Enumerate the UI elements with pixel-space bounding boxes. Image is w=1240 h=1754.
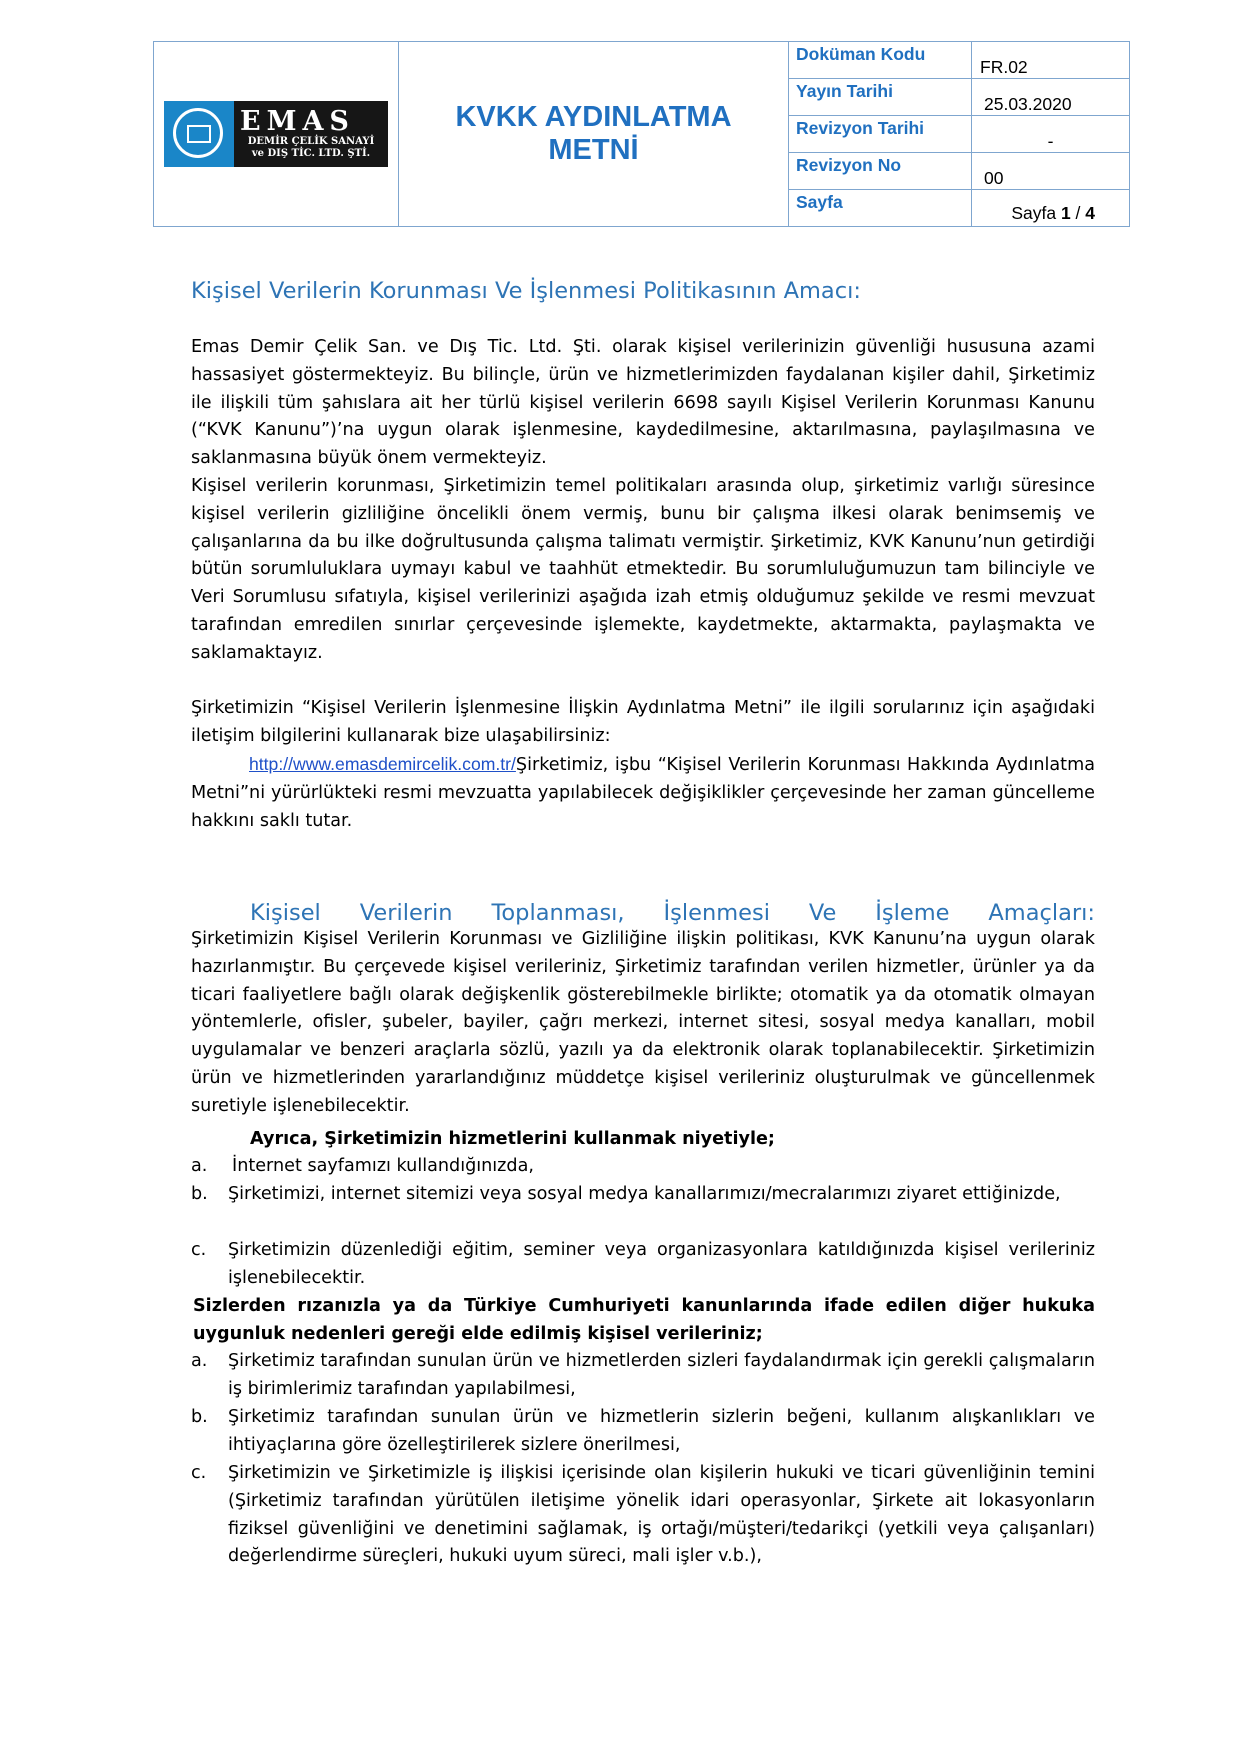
value-revision-no: 00 xyxy=(972,153,1130,190)
emblem-icon xyxy=(164,101,234,167)
list-item-text: Şirketimizi, internet sitemizi veya sosyal medya kanallarımızı/mecralarımızı ziyaret ettiğinizde, xyxy=(228,1184,1061,1204)
list1-item-c xyxy=(191,1237,1095,1293)
section1-paragraph-1: Emas Demir Çelik San. ve Dış Tic. Ltd. Şti. olarak kişisel verilerinizin güvenliği hususuna azami hassasiyet göstermekteyiz. Bu bilinçle, ürün ve hizmetlerimizden faydalanan kişiler dahil, Şirketimiz ile ilişkili tüm şahıslara ait her türlü kişisel verilerin 6698 sayılı Kişisel Verilerin Korunması Kanunu (“KVK Kanunu”)’na uygun olarak işlenmesine, kaydedilmesine, aktarılmasına, paylaşılmasına ve saklanmasına büyük önem vermekteyiz. xyxy=(191,337,1095,469)
section2-paragraph-1: Şirketimizin Kişisel Verilerin Korunması ve Gizliliğine ilişkin politikası, KVK Kanunu’na uygun olarak hazırlanmıştır. Bu çerçevede kişisel verileriniz, Şirketimiz tarafından verilen hizmetler, ürünler ya da ticari faaliyetlere bağlı olarak değişkenlik gösterebilmekle birlikte; otomatik ya da otomatik olmayan yöntemlerle, ofisler, şubeler, bayiler, çağrı merkezi, internet sitesi, sosyal medya kanalları, mobil uygulamalar ve benzeri araçlarla sözlü, yazılı ya da elektronik olarak toplanabilecektir. Şirketimizin ürün ve hizmetlerinden yararlandığınız müddetçe kişisel verileriniz oluşturulmak ve güncellenmek suretiyle işlenebilecektir. xyxy=(191,929,1095,1116)
list2-item-c xyxy=(191,1460,1095,1571)
section1-paragraph-4-text: Şirketimiz, işbu “Kişisel Verilerin Korunması Hakkında Aydınlatma Metni”ni yürürlükteki resmi mevzuatta yapılabilecek değişiklikler çerçevesinde her zaman güncelleme hakkını saklı tutar. xyxy=(191,755,1095,831)
total-pages: 4 xyxy=(1085,203,1095,223)
section2-bold-intro-1: Ayrıca, Şirketimizin hizmetlerini kullanmak niyetiyle; xyxy=(250,1129,775,1149)
list-marker: b. xyxy=(191,1407,208,1427)
label-publish-date: Yayın Tarihi xyxy=(789,79,972,116)
list-item-text: Şirketimiz tarafından sunulan ürün ve hizmetlerden sizleri faydalandırmak için gerekli çalışmaların iş birimlerimiz tarafından yapılabilmesi, xyxy=(228,1351,1095,1399)
list-marker: c. xyxy=(191,1463,207,1483)
list-marker: a. xyxy=(191,1156,208,1176)
document-title xyxy=(399,42,789,227)
section1-heading: Kişisel Verilerin Korunması Ve İşlenmesi Politikasının Amacı: xyxy=(191,278,861,304)
value-revision-date: - xyxy=(972,116,1130,153)
section1-paragraph-3: Şirketimizin “Kişisel Verilerin İşlenmesine İlişkin Aydınlatma Metni” ile ilgili sorularınız için aşağıdaki iletişim bilgilerini kullanarak bize ulaşabilirsiniz: xyxy=(191,698,1095,746)
label-document-code: Doküman Kodu xyxy=(789,42,972,79)
list-marker: b. xyxy=(191,1184,208,1204)
list-marker: c. xyxy=(191,1240,207,1260)
list1-item-b xyxy=(191,1181,1095,1209)
value-publish-date: 25.03.2020 xyxy=(972,79,1130,116)
current-page: 1 xyxy=(1060,203,1071,223)
document-header-table xyxy=(153,41,1130,227)
label-page: Sayfa xyxy=(789,190,972,227)
title-line-1: KVKK AYDINLATMA xyxy=(455,101,732,133)
section2-heading: Kişisel Verilerin Toplanması, İşlenmesi Ve İşleme Amaçları: xyxy=(250,900,1095,926)
logo-name: EMAS xyxy=(240,106,355,137)
section2-bold-intro-2: Sizlerden rızanızla ya da Türkiye Cumhuriyeti kanunlarında ifade edilen diğer hukuka uygunluk nedenleri gereği elde edilmiş kişisel verileriniz; xyxy=(193,1296,1095,1344)
list2-item-a xyxy=(191,1348,1095,1404)
section1-paragraph-4 xyxy=(191,751,1095,835)
list-item-text: Şirketimizin düzenlediği eğitim, seminer veya organizasyonlara katıldığınızda kişisel verileriniz işlenebilecektir. xyxy=(228,1240,1095,1288)
value-document-code: FR.02 xyxy=(972,42,1130,79)
company-logo xyxy=(164,101,388,167)
list-item-text: Şirketimiz tarafından sunulan ürün ve hizmetlerin sizlerin beğeni, kullanım alışkanlıkları ve ihtiyaçlarına göre özelleştirilerek sizlere önerilmesi, xyxy=(228,1407,1095,1455)
list-item-text: İnternet sayfamızı kullandığınızda, xyxy=(232,1156,534,1176)
list1-item-a xyxy=(191,1153,1095,1181)
list-marker: a. xyxy=(191,1351,208,1371)
label-revision-no: Revizyon No xyxy=(789,153,972,190)
logo-cell xyxy=(154,42,399,227)
list-item-text: Şirketimizin ve Şirketimizle iş ilişkisi içerisinde olan kişilerin hukuki ve ticari güvenliğinin temini (Şirketimiz tarafından yürütülen iletişime yönelik idari operasyonlar, Şirkete ait lokasyonların fiziksel güvenliğini ve denetimini sağlamak, iş ortağı/müşteri/tedarikçi (yetkili veya çalışanları) değerlendirme süreçleri, hukuki uyum süreci, mali işler v.b.), xyxy=(228,1463,1095,1567)
company-website-link[interactable]: http://www.emasdemircelik.com.tr/ xyxy=(249,754,516,774)
label-revision-date: Revizyon Tarihi xyxy=(789,116,972,153)
section1-paragraph-2: Kişisel verilerin korunması, Şirketimizin temel politikaları arasında olup, şirketimiz varlığı süresince kişisel verilerin gizliliğine öncelikli önem vermiş, bunu bir çalışma ilkesi olarak benimsemiş ve çalışanlarına da bu ilke doğrultusunda çalışma talimatı vermiştir. Şirketimiz, KVK Kanunu’nun getirdiği bütün sorumluluklara uymayı kabul ve taahhüt etmektedir. Bu sorumluluğumuzun tam bilinciyle ve Veri Sorumlusu sıfatıyla, kişisel verilerinizi aşağıda izah etmiş olduğumuz şekilde ve resmi mevzuat tarafından emredilen sınırlar çerçevesinde işlemekte, kaydetmekte, aktarmakta, paylaşmakta ve saklamaktayız. xyxy=(191,476,1095,663)
logo-subtitle-2: ve DIŞ TİC. LTD. ŞTİ. xyxy=(251,148,371,159)
value-page: Sayfa 1 / 4 xyxy=(972,190,1130,227)
title-line-2: METNİ xyxy=(548,134,639,166)
logo-subtitle-1: DEMİR ÇELİK SANAYİ xyxy=(247,136,375,147)
list2-item-b xyxy=(191,1404,1095,1460)
